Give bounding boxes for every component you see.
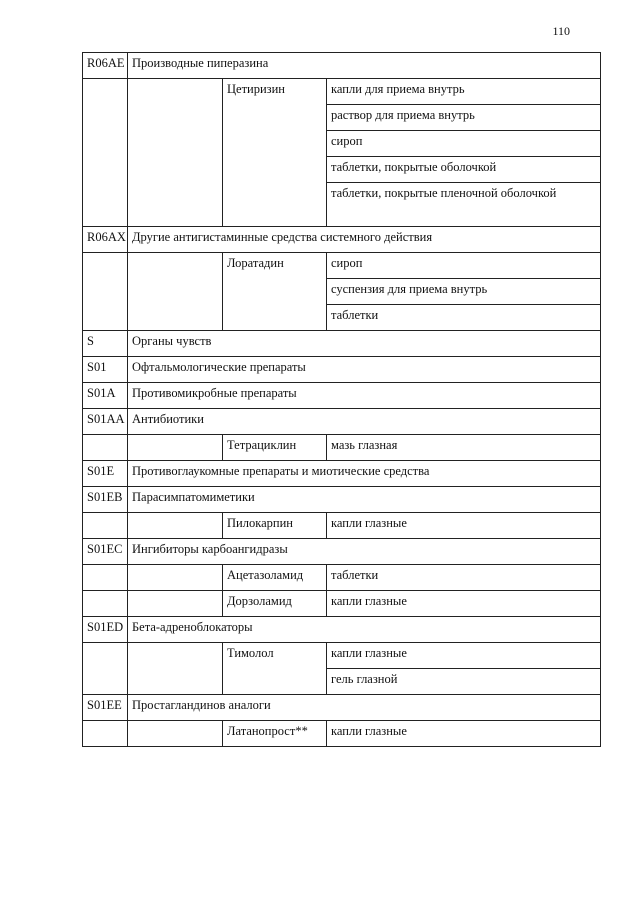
table-row — [83, 513, 601, 539]
group-row — [83, 383, 601, 409]
group-row — [83, 617, 601, 643]
table-row — [83, 721, 601, 747]
table-body — [83, 53, 601, 747]
atc-code-cell: S01EE — [83, 695, 128, 721]
atc-group-name-cell: Производные пиперазина — [128, 53, 601, 79]
dosage-form-cell: сироп — [327, 253, 601, 279]
atc-group-name-cell: Другие антигистаминные средства системного действия — [128, 227, 601, 253]
group-row — [83, 409, 601, 435]
empty-name-cell — [128, 721, 223, 747]
page-number: 110 — [552, 24, 570, 38]
atc-group-name-cell: Парасимпатомиметики — [128, 487, 601, 513]
atc-code-cell: S01AA — [83, 409, 128, 435]
atc-code-cell: R06AE — [83, 53, 128, 79]
atc-group-name-cell: Офтальмологические препараты — [128, 357, 601, 383]
empty-code-cell — [83, 513, 128, 539]
empty-code-cell — [83, 591, 128, 617]
empty-code-cell — [83, 565, 128, 591]
atc-group-name-cell: Органы чувств — [128, 331, 601, 357]
empty-name-cell — [128, 513, 223, 539]
dosage-form-cell: суспензия для приема внутрь — [327, 279, 601, 305]
drug-name-cell: Дорзоламид — [223, 591, 327, 617]
table-row — [83, 435, 601, 461]
drug-name-cell: Пилокарпин — [223, 513, 327, 539]
table-row — [83, 79, 601, 105]
empty-code-cell — [83, 79, 128, 227]
empty-code-cell — [83, 643, 128, 695]
group-row — [83, 695, 601, 721]
atc-group-name-cell: Противоглаукомные препараты и миотические средства — [128, 461, 601, 487]
group-row — [83, 357, 601, 383]
empty-name-cell — [128, 643, 223, 695]
drug-name-cell: Ацетазоламид — [223, 565, 327, 591]
empty-name-cell — [128, 565, 223, 591]
group-row — [83, 53, 601, 79]
atc-group-name-cell: Антибиотики — [128, 409, 601, 435]
dosage-form-cell: таблетки, покрытые оболочкой — [327, 157, 601, 183]
drug-name-cell: Цетиризин — [223, 79, 327, 227]
dosage-form-cell: гель глазной — [327, 669, 601, 695]
dosage-form-cell: капли глазные — [327, 643, 601, 669]
drug-name-cell: Тетрациклин — [223, 435, 327, 461]
atc-code-cell: S — [83, 331, 128, 357]
atc-code-cell: S01A — [83, 383, 128, 409]
empty-name-cell — [128, 591, 223, 617]
table-row — [83, 565, 601, 591]
atc-group-name-cell: Противомикробные препараты — [128, 383, 601, 409]
drug-name-cell: Лоратадин — [223, 253, 327, 331]
dosage-form-cell: таблетки, покрытые пленочной оболочкой — [327, 183, 601, 227]
atc-code-cell: S01EB — [83, 487, 128, 513]
empty-code-cell — [83, 435, 128, 461]
dosage-form-cell: таблетки — [327, 565, 601, 591]
table-row — [83, 643, 601, 669]
dosage-form-cell: капли глазные — [327, 513, 601, 539]
atc-group-name-cell: Ингибиторы карбоангидразы — [128, 539, 601, 565]
atc-code-cell: S01ED — [83, 617, 128, 643]
dosage-form-cell: раствор для приема внутрь — [327, 105, 601, 131]
dosage-form-cell: таблетки — [327, 305, 601, 331]
table-row — [83, 253, 601, 279]
atc-code-cell: S01 — [83, 357, 128, 383]
atc-code-cell: S01E — [83, 461, 128, 487]
empty-code-cell — [83, 253, 128, 331]
dosage-form-cell: капли глазные — [327, 721, 601, 747]
atc-group-name-cell: Простагландинов аналоги — [128, 695, 601, 721]
dosage-form-cell: капли для приема внутрь — [327, 79, 601, 105]
dosage-form-cell: мазь глазная — [327, 435, 601, 461]
drug-name-cell: Тимолол — [223, 643, 327, 695]
group-row — [83, 539, 601, 565]
group-row — [83, 331, 601, 357]
atc-group-name-cell: Бета-адреноблокаторы — [128, 617, 601, 643]
table-row — [83, 591, 601, 617]
drug-name-cell: Латанопрост** — [223, 721, 327, 747]
group-row — [83, 487, 601, 513]
empty-name-cell — [128, 79, 223, 227]
empty-name-cell — [128, 435, 223, 461]
group-row — [83, 461, 601, 487]
dosage-form-cell: капли глазные — [327, 591, 601, 617]
drug-list-table — [82, 52, 601, 747]
atc-code-cell: S01EC — [83, 539, 128, 565]
atc-code-cell: R06AX — [83, 227, 128, 253]
empty-code-cell — [83, 721, 128, 747]
empty-name-cell — [128, 253, 223, 331]
dosage-form-cell: сироп — [327, 131, 601, 157]
group-row — [83, 227, 601, 253]
